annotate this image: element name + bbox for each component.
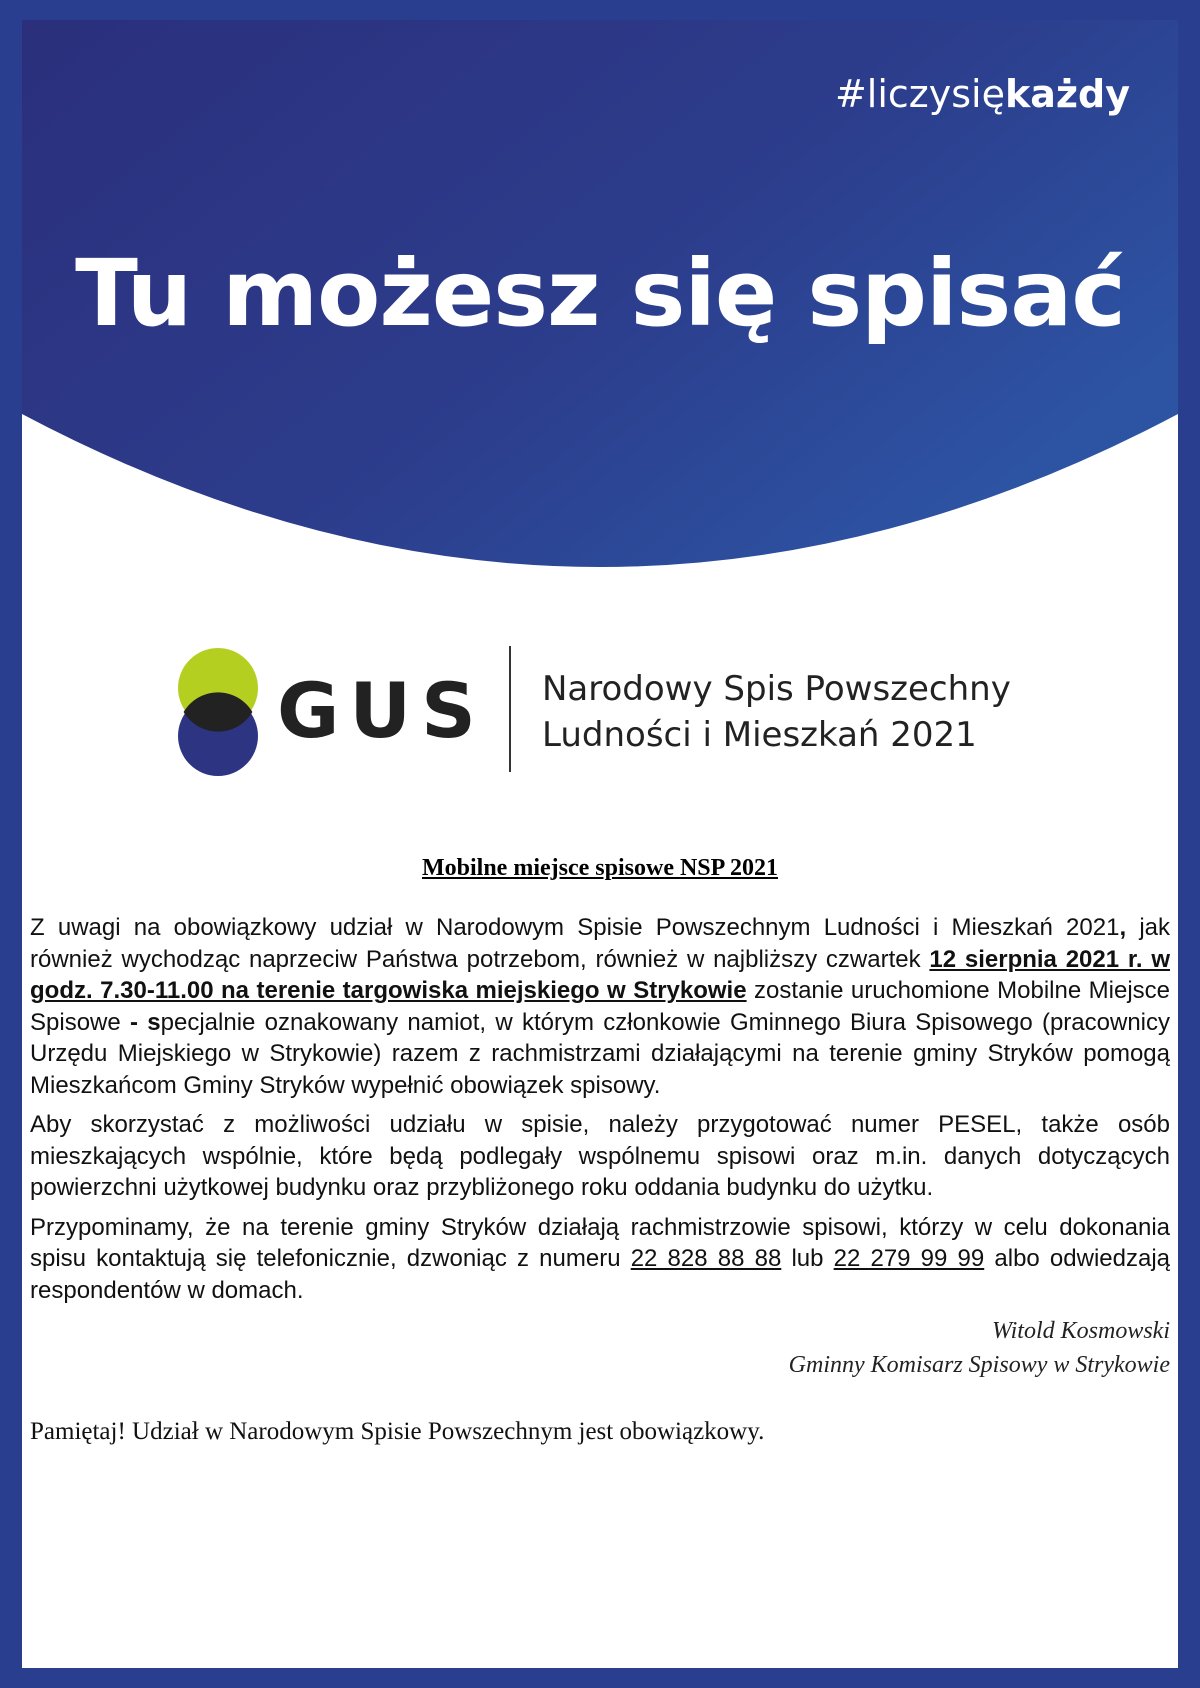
phone-number-1[interactable]: 22 828 88 88 bbox=[630, 1245, 782, 1272]
signature-name: Witold Kosmowski bbox=[991, 1318, 1170, 1344]
event-date-location: 12 sierpnia 2021 r. w godz. 7.30-11.00 na terenie targowiska miejskiego w Strykowie bbox=[30, 945, 1170, 1004]
poster-inner bbox=[22, 20, 1178, 1668]
census-name-line2: Ludności i Mieszkań 2021 bbox=[542, 715, 977, 755]
gus-logo bbox=[177, 644, 1077, 784]
paragraph-1: Z uwagi na obowiązkowy udział w Narodowym Spisie Powszechnym Ludności i Mieszkań 2021, jak również wychodząc naprzeciw Państwa potrzebom, również w najbliższy czwartek 12 sierpnia 2021 r. w godz. 7.30-11.00 na terenie targowiska miejskiego w Strykowie zostanie uruchomione Mobilne Miejsce Spisowe - specjalnie oznakowany namiot, w którym członkowie Gminnego Biura Spisowego (pracownicy Urzędu Miejskiego w Strykowie) razem z rachmistrzami działającymi na terenie gminy Stryków pomogą Mieszkańcom Gminy Stryków wypełnić obowiązek spisowy. bbox=[30, 914, 1171, 1099]
page-title: Tu możesz się spisać bbox=[75, 240, 1125, 347]
signature-role: Gminny Komisarz Spisowy w Strykowie bbox=[788, 1352, 1170, 1378]
gus-acronym: GUS bbox=[277, 666, 486, 755]
phone-number-2[interactable]: 22 279 99 99 bbox=[833, 1245, 985, 1272]
hashtag: #liczysiękażdy bbox=[834, 72, 1130, 116]
logo-divider bbox=[509, 646, 511, 772]
signature bbox=[30, 1314, 1170, 1382]
gus-circles-icon bbox=[177, 644, 267, 784]
paragraph-3: Przypominamy, że na terenie gminy Stryków działają rachmistrzowie spisowi, którzy w celu dokonania spisu kontaktują się telefonicznie, dzwoniąc z numeru 22 828 88 88 lub 22 279 99 99 albo odwiedzają respondentów w domach. bbox=[30, 1213, 1170, 1304]
paragraph-2: Aby skorzystać z możliwości udziału w spisie, należy przygotować numer PESEL, także osób mieszkających wspólnie, które będą podlegały wspólnemu spisowi oraz m.in. danych dotyczących powierzchni użytkowej budynku oraz przybliżonego roku oddania budynku do użytku. bbox=[30, 1111, 1170, 1201]
document-title: Mobilne miejsce spisowe NSP 2021 bbox=[422, 855, 778, 881]
footer-note: Pamiętaj! Udział w Narodowym Spisie Powszechnym jest obowiązkowy. bbox=[30, 1418, 765, 1445]
census-name-line1: Narodowy Spis Powszechny bbox=[542, 669, 1011, 709]
census-name bbox=[542, 666, 1011, 758]
document-body bbox=[30, 855, 1170, 1446]
